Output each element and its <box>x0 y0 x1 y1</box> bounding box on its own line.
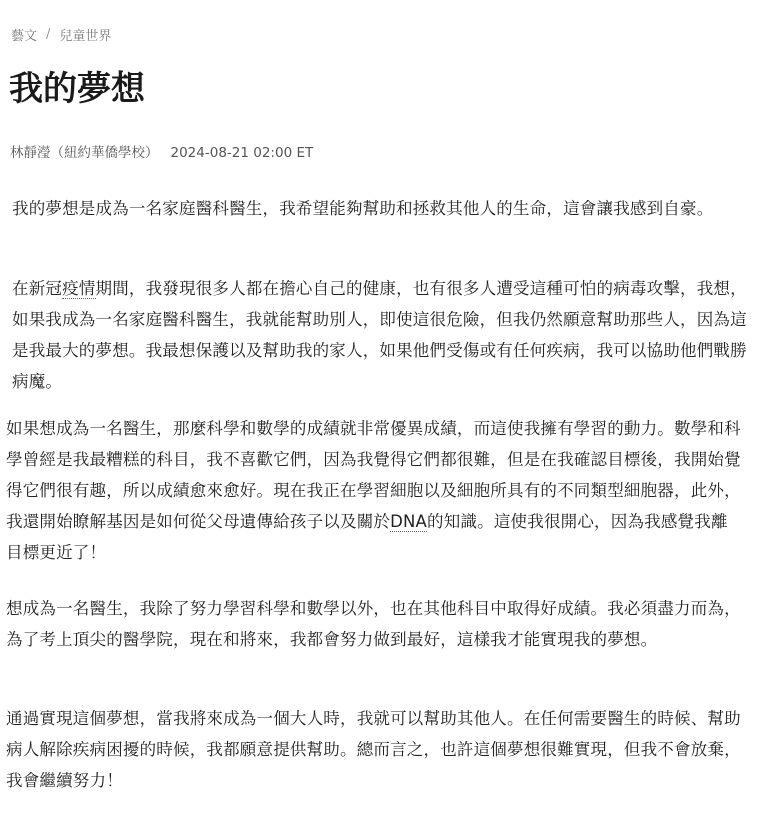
article-paragraph-4: 想成為一名醫生，我除了努力學習科學和數學以外，也在其他科目中取得好成績。我必須盡力而為，為了考上頂尖的醫學院，現在和將來，我都會努力做到最好，這樣我才能實現我的夢想。 <box>6 599 741 649</box>
paragraph-text: 在新冠 <box>12 279 63 298</box>
article-paragraph-5: 通過實現這個夢想，當我將來成為一個大人時，我就可以幫助其他人。在任何需要醫生的時候、幫助病人解除疾病困擾的時候，我都願意提供幫助。總而言之，也許這個夢想很難實現，但我不會放棄，我會繼續努力！ <box>6 709 741 790</box>
breadcrumb-link-arts[interactable]: 藝文 <box>11 29 38 44</box>
article-title: 我的夢想 <box>9 69 145 109</box>
article-paragraph-2 <box>12 273 748 397</box>
breadcrumb-separator: / <box>46 27 51 42</box>
article-byline <box>10 141 313 161</box>
breadcrumb <box>11 25 111 44</box>
author-name: 林靜瀅（紐約華僑學校） <box>10 145 159 161</box>
keyword-link-dna[interactable]: DNA <box>390 512 428 531</box>
paragraph-text: 的知識。這使我很開心，因為我感覺我離目標更近了！ <box>6 512 728 562</box>
breadcrumb-link-childrens-world[interactable]: 兒童世界 <box>59 29 112 44</box>
paragraph-text: 期間，我發現很多人都在擔心自己的健康，也有很多人遭受這種可怕的病毒攻擊，我想，如果我成為一名家庭醫科醫生，我就能幫助別人，即使這很危險，但我仍然願意幫助那些人，因為這是我最大的夢想。我最想保護以及幫助我的家人，如果他們受傷或有任何疾病，我可以協助他們戰勝病魔。 <box>12 279 747 391</box>
article-paragraph-1: 我的夢想是成為一名家庭醫科醫生，我希望能夠幫助和拯救其他人的生命，這會讓我感到自豪。 <box>12 199 714 218</box>
keyword-link-pandemic[interactable]: 疫情 <box>62 279 96 298</box>
publish-date: 2024-08-21 02:00 ET <box>170 145 314 161</box>
paragraph-text: 如果想成為一名醫生，那麼科學和數學的成績就非常優異成績，而這使我擁有學習的動力。數學和科學曾經是我最糟糕的科目，我不喜歡它們，因為我覺得它們都很難，但是在我確認目標後，我開始覺得它們很有趣，所以成績愈來愈好。現在我正在學習細胞以及細胞所具有的不同類型細胞器，此外，我還開始瞭解基因是如何從父母遺傳給孩子以及關於 <box>6 419 741 531</box>
article-paragraph-3 <box>6 413 742 568</box>
